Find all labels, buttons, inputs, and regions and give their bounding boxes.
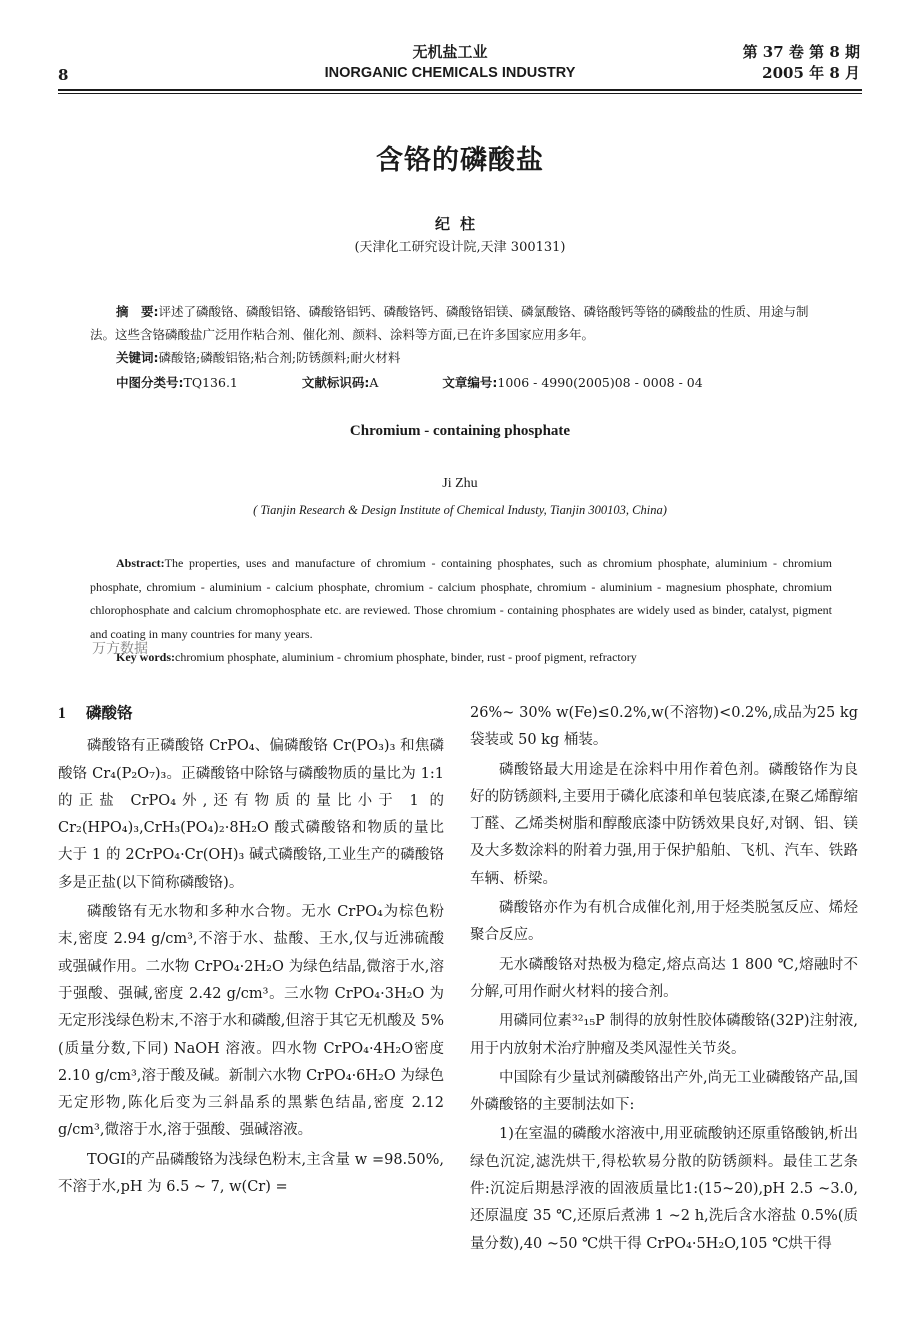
abstract-label: 摘 要:: [116, 304, 159, 319]
article-title-en: Chromium - containing phosphate: [349, 423, 571, 439]
affiliation-cn: (天津化工研究设计院,天津 300131): [354, 240, 566, 255]
article-number: [442, 375, 732, 390]
header-rule-thin: [58, 93, 862, 94]
body-column-left: [58, 700, 444, 1203]
article-number-value: 1006 - 4990(2005)08 - 0008 - 04: [497, 375, 703, 390]
abstract-en-label: Abstract:: [116, 556, 165, 570]
article-number-label: 文章编号:: [442, 375, 498, 390]
body-paragraph: 无水磷酸铬对热极为稳定,熔点高达 1 800 ℃,熔融时不分解,可用作耐火材料的接合剂。: [470, 956, 858, 1000]
body-paragraph: 磷酸铬亦作为有机合成催化剂,用于烃类脱氢反应、烯烃聚合反应。: [470, 900, 858, 944]
keywords-en-label: Key words:: [116, 650, 175, 664]
header-rule: [58, 89, 862, 91]
journal-name-en: INORGANIC CHEMICALS INDUSTRY: [324, 65, 576, 81]
body-paragraph: 磷酸铬最大用途是在涂料中用作着色剂。磷酸铬作为良好的防锈颜料,主要用于磷化底漆和单包装底漆,在聚乙烯醇缩丁醛、乙烯类树脂和醇酸底漆中防锈效果良好,对钢、铝、镁及大多数涂料的附着力强,用于保护船舶、飞机、汽车、铁路车辆、桥梁。: [470, 761, 858, 887]
abstract-en: [90, 552, 832, 646]
body-paragraph: 中国除有少量试剂磷酸铬出产外,尚无工业磷酸铬产品,国外磷酸铬的主要制法如下:: [470, 1069, 858, 1114]
body-paragraph: 用磷同位素³²₁₅P 制得的放射性胶体磷酸铬(32P)注射液,用于内放射术治疗肿瘤及类风湿性关节炎。: [470, 1013, 858, 1057]
clc-label: 中图分类号:: [116, 375, 184, 390]
abstract-cn-block: [90, 300, 830, 394]
body-paragraph: 1)在室温的磷酸水溶液中,用亚硫酸钠还原重铬酸钠,析出绿色沉淀,滤洗烘干,得松软易分散的防锈颜料。最佳工艺条件:沉淀后期悬浮液的固液质量比1:(15~20),pH 2.5 ~3.0,还原温度 35 ℃,还原后煮沸 1 ~2 h,洗后含水溶盐 0.5%(质量分数),40 ~50 ℃烘干得 CrPO₄·5H₂O,105 ℃烘干得: [470, 1126, 858, 1252]
doc-code: [302, 375, 409, 390]
author-cn: 纪柱: [434, 215, 485, 233]
keywords-en: [90, 646, 832, 670]
clc: [116, 375, 268, 390]
keywords-cn: [90, 346, 830, 369]
classification-line: [90, 371, 830, 394]
volume-issue: 第 37 卷 第 8 期: [742, 43, 860, 61]
journal-header: [300, 42, 600, 84]
affiliation-en: ( Tianjin Research & Design Institute of Chemical Industy, Tianjin 300103, China): [253, 503, 667, 517]
doc-code-value: A: [369, 375, 379, 390]
journal-name-cn: 无机盐工业: [412, 43, 488, 61]
body-paragraph-continued: 26%~ 30% w(Fe)≤0.2%,w(不溶物)<0.2%,成品为25 kg袋装或 50 kg 桶装。: [470, 705, 858, 749]
clc-value: TQ136.1: [183, 375, 238, 390]
watermark: 万方数据: [92, 641, 148, 657]
issue-date: 2005 年 8 月: [762, 64, 860, 82]
keywords-label: 关键词:: [116, 350, 159, 365]
doc-code-label: 文献标识码:: [301, 375, 370, 390]
author-en: Ji Zhu: [442, 476, 478, 491]
body-paragraph: TOGI的产品磷酸铬为浅绿色粉末,主含量 w =98.50%,不溶于水,pH 为 6.5 ~ 7, w(Cr) =: [58, 1151, 444, 1196]
abstract-text: 评述了磷酸铬、磷酸铝铬、磷酸铬铝钙、磷酸铬钙、磷酸铬铝镁、磷氯酸铬、磷铬酸钙等铬的磷酸盐的性质、用途与制法。这些含铬磷酸盐广泛用作粘合剂、催化剂、颜料、涂料等方面,已在许多国家应用多年。: [90, 304, 809, 342]
abstract-cn: [90, 300, 830, 346]
body-column-right: [470, 700, 858, 1260]
body-paragraph: 磷酸铬有正磷酸铬 CrPO₄、偏磷酸铬 Cr(PO₃)₃ 和焦磷酸铬 Cr₄(P₂O₇)₃。正磷酸铬中除铬与磷酸物质的量比为 1:1 的正盐 CrPO₄外,还有物质的量比小于 1 的 Cr₂(HPO₄)₃,CrH₃(PO₄)₂·8H₂O 酸式磷酸铬和物质的量比大于 1 的 2CrPO₄·Cr(OH)₃ 碱式磷酸铬,工业生产的磷酸铬多是正盐(以下简称磷酸铬)。: [58, 738, 444, 891]
section-number: 1: [58, 705, 66, 722]
keywords-text: 磷酸铬;磷酸铝铬;粘合剂;防锈颜料;耐火材料: [158, 350, 401, 365]
article-title-cn: 含铬的磷酸盐: [376, 145, 544, 176]
abstract-en-text: The properties, uses and manufacture of chromium - containing phosphates, such as chromium phosphate, aluminium - chromium phosphate, chromium - aluminium - calcium phosphate, chromium - calcium phosphate, chromium - aluminium - magnesium phosphate, chromium chlorophosphate and calcium chromophosphate etc. are reviewed. Those chromium - containing phosphates are widely used as binder, catalyst, pigment and coating in many countries for many years.: [90, 556, 832, 641]
section-heading: [58, 700, 444, 727]
abstract-en-block: [90, 552, 832, 670]
section-title: 磷酸铬: [86, 704, 133, 722]
page-number: 8: [58, 66, 69, 84]
issue-info: [743, 42, 860, 84]
keywords-en-text: chromium phosphate, aluminium - chromium phosphate, binder, rust - proof pigment, refractory: [175, 650, 637, 664]
body-paragraph: 磷酸铬有无水物和多种水合物。无水 CrPO₄为棕色粉末,密度 2.94 g/cm³,不溶于水、盐酸、王水,仅与近沸硫酸或强碱作用。二水物 CrPO₄·2H₂O 为绿色结晶,微溶于水,溶于强酸、强碱,密度 2.42 g/cm³。三水物 CrPO₄·3H₂O 为无定形浅绿色粉末,不溶于水和磷酸,但溶于其它无机酸及 5%(质量分数,下同) NaOH 溶液。四水物 CrPO₄·4H₂O密度 2.10 g/cm³,溶于酸及碱。新制六水物 CrPO₄·6H₂O 为绿色无定形物,陈化后变为三斜晶系的黑紫色结晶,密度 2.12 g/cm³,微溶于水,溶于强酸、强碱溶液。: [58, 904, 444, 1139]
